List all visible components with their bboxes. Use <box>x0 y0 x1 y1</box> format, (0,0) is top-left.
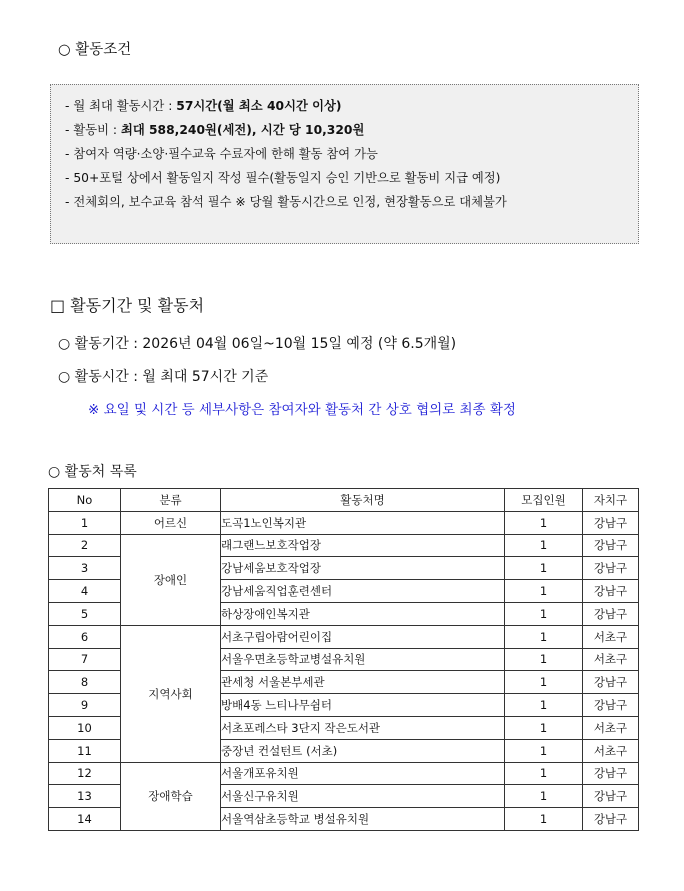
condition-line: - 활동비 : 최대 588,240원(세전), 시간 당 10,320원 <box>65 123 365 137</box>
row-no: 5 <box>49 602 121 625</box>
recruit-count: 1 <box>505 557 583 580</box>
district: 강남구 <box>583 671 639 694</box>
row-no: 4 <box>49 580 121 603</box>
recruit-count: 1 <box>505 648 583 671</box>
recruit-count: 1 <box>505 511 583 534</box>
condition-line: - 전체회의, 보수교육 참석 필수 ※ 당월 활동시간으로 인정, 현장활동으로 대체불가 <box>65 195 507 209</box>
row-no: 7 <box>49 648 121 671</box>
row-no: 13 <box>49 785 121 808</box>
row-no: 3 <box>49 557 121 580</box>
header-category: 분류 <box>121 489 221 512</box>
place-name: 방배4동 느티나무쉼터 <box>221 694 505 717</box>
district: 강남구 <box>583 762 639 785</box>
place-name: 도곡1노인복지관 <box>221 511 505 534</box>
header-no: No <box>49 489 121 512</box>
row-no: 1 <box>49 511 121 534</box>
recruit-count: 1 <box>505 580 583 603</box>
row-no: 12 <box>49 762 121 785</box>
place-name: 강남세움직업훈련센터 <box>221 580 505 603</box>
table-row <box>49 625 639 648</box>
header-count: 모집인원 <box>505 489 583 512</box>
places-table <box>48 488 639 831</box>
place-name: 서초포레스타 3단지 작은도서관 <box>221 716 505 739</box>
place-name: 관세청 서울본부세관 <box>221 671 505 694</box>
row-no: 2 <box>49 534 121 557</box>
recruit-count: 1 <box>505 625 583 648</box>
activity-hours: ○ 활동시간 : 월 최대 57시간 기준 <box>58 369 269 385</box>
district: 강남구 <box>583 808 639 831</box>
district: 서초구 <box>583 625 639 648</box>
condition-line: - 월 최대 활동시간 : 57시간(월 최소 40시간 이상) <box>65 99 342 113</box>
place-name: 강남세움보호작업장 <box>221 557 505 580</box>
table-row <box>49 534 639 557</box>
place-name: 래그랜느보호작업장 <box>221 534 505 557</box>
recruit-count: 1 <box>505 808 583 831</box>
condition-line: - 50+포털 상에서 활동일지 작성 필수(활동일지 승인 기반으로 활동비 지급 예정) <box>65 171 501 185</box>
place-name: 서울역삼초등학교 병설유치원 <box>221 808 505 831</box>
table-header-row <box>49 489 639 512</box>
district: 강남구 <box>583 557 639 580</box>
place-name: 서초구립아람어린이집 <box>221 625 505 648</box>
recruit-count: 1 <box>505 785 583 808</box>
place-name: 서울신구유치원 <box>221 785 505 808</box>
row-no: 11 <box>49 739 121 762</box>
places-list-title: ○ 활동처 목록 <box>48 464 137 480</box>
district: 강남구 <box>583 580 639 603</box>
schedule-note: ※ 요일 및 시간 등 세부사항은 참여자와 활동처 간 상호 협의로 최종 확정 <box>88 402 516 418</box>
row-no: 10 <box>49 716 121 739</box>
district: 서초구 <box>583 648 639 671</box>
recruit-count: 1 <box>505 534 583 557</box>
district: 강남구 <box>583 602 639 625</box>
category-cell: 지역사회 <box>121 625 221 762</box>
recruit-count: 1 <box>505 694 583 717</box>
row-no: 8 <box>49 671 121 694</box>
row-no: 9 <box>49 694 121 717</box>
place-name: 서울개포유치원 <box>221 762 505 785</box>
table-row <box>49 762 639 785</box>
category-cell: 장애학습 <box>121 762 221 830</box>
district: 서초구 <box>583 739 639 762</box>
recruit-count: 1 <box>505 602 583 625</box>
conditions-box <box>50 84 639 244</box>
category-cell: 장애인 <box>121 534 221 625</box>
row-no: 14 <box>49 808 121 831</box>
place-name: 중장년 컨설턴트 (서초) <box>221 739 505 762</box>
category-cell: 어르신 <box>121 511 221 534</box>
place-name: 하상장애인복지관 <box>221 602 505 625</box>
activity-period: ○ 활동기간 : 2026년 04월 06일~10월 15일 예정 (약 6.5개월) <box>58 336 457 352</box>
district: 강남구 <box>583 534 639 557</box>
conditions-title: ○ 활동조건 <box>58 42 132 58</box>
district: 강남구 <box>583 785 639 808</box>
district: 서초구 <box>583 716 639 739</box>
district: 강남구 <box>583 511 639 534</box>
condition-line: - 참여자 역량·소양·필수교육 수료자에 한해 활동 참여 가능 <box>65 147 378 161</box>
header-district: 자치구 <box>583 489 639 512</box>
recruit-count: 1 <box>505 739 583 762</box>
recruit-count: 1 <box>505 762 583 785</box>
section-title: □ 활동기간 및 활동처 <box>50 296 205 315</box>
row-no: 6 <box>49 625 121 648</box>
district: 강남구 <box>583 694 639 717</box>
place-name: 서울우면초등학교병설유치원 <box>221 648 505 671</box>
recruit-count: 1 <box>505 671 583 694</box>
table-row <box>49 511 639 534</box>
header-place-name: 활동처명 <box>221 489 505 512</box>
recruit-count: 1 <box>505 716 583 739</box>
